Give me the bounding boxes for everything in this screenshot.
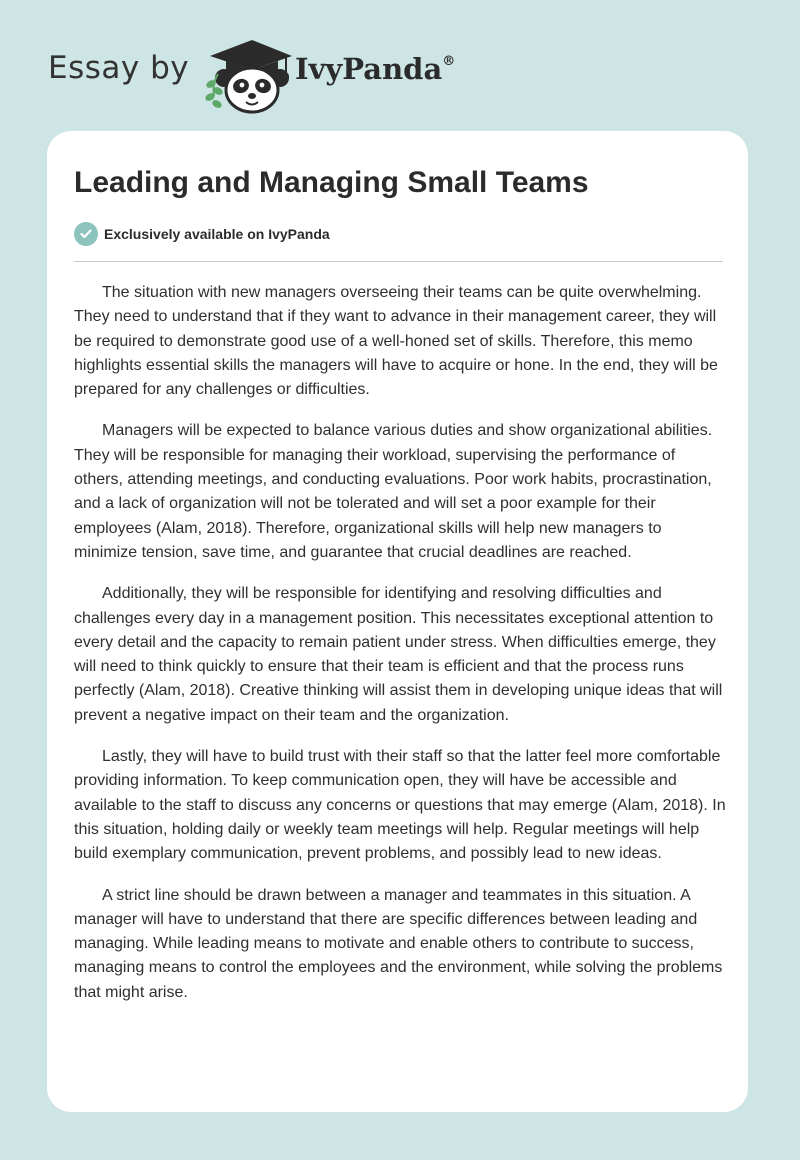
- paragraph-4: Lastly, they will have to build trust with their staff so that the latter feel more comfortable providing information. To keep communication open, they will have be accessible and available to the staff to discuss any concerns or questions that may emerge (Alam, 2018). In this situation, holding daily or weekly team meetings will help. Regular meetings will help build exemplary communication, prevent problems, and possibly lead to new ideas.: [74, 748, 726, 863]
- paragraph-5: A strict line should be drawn between a manager and teammates in this situation. A manager will have to understand that there are specific differences between leading and managing. While leading means to motivate and enable others to contribute to success, managing means to control the employees and the environment, while solving the problems that might arise.: [74, 886, 723, 1001]
- exclusive-badge: [74, 222, 330, 246]
- panda-graduate-icon[interactable]: [200, 34, 292, 114]
- brand-name[interactable]: [295, 52, 455, 86]
- page-title: Leading and Managing Small Teams: [74, 166, 589, 199]
- paragraph-3: Additionally, they will be responsible for identifying and resolving difficulties and challenges every day in a management position. This necessitates exceptional attention to every detail and the capacity to remain patient under stress. When difficulties emerge, they will need to think quickly to ensure that their team is efficient and that the process runs perfectly (Alam, 2018). Creative thinking will assist them in developing unique ideas that will prevent a negative impact on their team and the organization.: [74, 585, 723, 724]
- brand-name-text: IvyPanda: [295, 52, 443, 86]
- check-circle-icon: [74, 222, 98, 246]
- paragraph-1: The situation with new managers overseeing their teams can be quite overwhelming. They need to understand that if they want to advance in their management career, they will be required to demonstrate good use of a well-honed set of skills. Therefore, this memo highlights essential skills the managers will have to acquire or hone. In the end, they will be prepared for any challenges or difficulties.: [74, 284, 718, 399]
- exclusive-badge-text: Exclusively available on IvyPanda: [104, 226, 330, 242]
- registered-mark: ®: [442, 54, 456, 69]
- essay-body: [74, 281, 726, 1022]
- title-divider: [74, 261, 723, 262]
- essay-by-label: Essay by: [48, 50, 190, 86]
- essay-card: [47, 131, 748, 1112]
- paragraph-2: Managers will be expected to balance various duties and show organizational abilities. They will be responsible for managing their workload, supervising the performance of others, attending meetings, and conducting evaluations. Poor work habits, procrastination, and a lack of organization will not be tolerated and will set a poor example for their employees (Alam, 2018). Therefore, organizational skills will help new managers to minimize tension, save time, and guarantee that crucial deadlines are reached.: [74, 422, 713, 561]
- site-header: [48, 30, 528, 114]
